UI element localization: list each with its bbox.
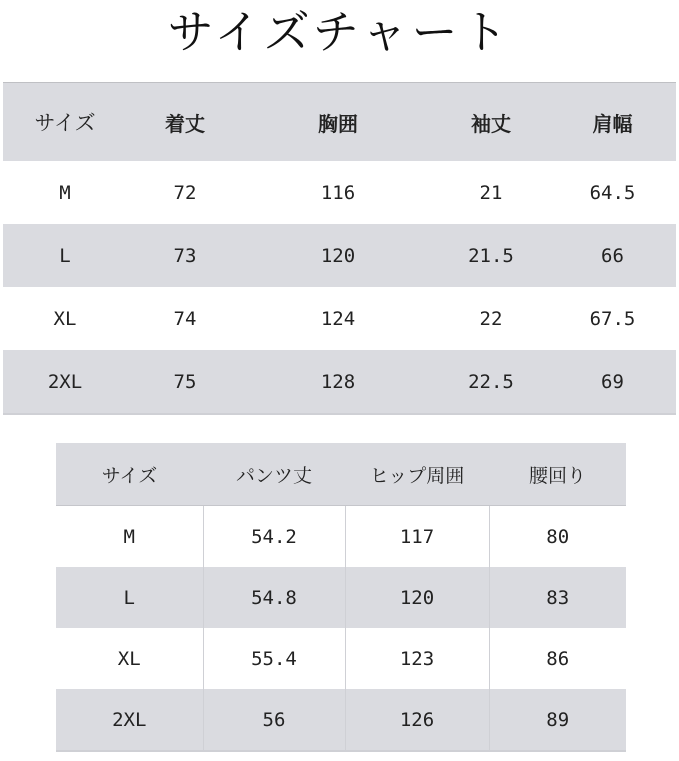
size-cell: M (56, 506, 203, 568)
hip-cell: 126 (345, 689, 489, 751)
header-pants-length: パンツ丈 (203, 443, 345, 506)
waist-cell: 83 (489, 567, 626, 628)
waist-cell: 80 (546, 525, 570, 548)
top-table-header-row (3, 83, 676, 162)
header-hip: ヒップ周囲 (345, 443, 489, 506)
hip-cell: 123 (345, 628, 489, 689)
chest-cell: 116 (320, 181, 356, 204)
pants-length-cell: 54.2 (203, 506, 345, 568)
table-row (56, 628, 626, 689)
header-size: サイズ (3, 83, 127, 162)
header-length: 着丈 (127, 83, 243, 162)
waist-cell: 89 (489, 689, 626, 751)
sleeve-cell: 21.5 (433, 224, 549, 287)
size-cell: M (59, 181, 71, 204)
bottom-size-table (56, 443, 626, 752)
size-cell: L (3, 224, 127, 287)
length-cell: 72 (173, 181, 197, 204)
chest-cell: 124 (320, 307, 356, 330)
chest-cell: 120 (243, 224, 433, 287)
length-cell: 74 (173, 307, 197, 330)
table-row (56, 567, 626, 628)
bottom-table-header-row (56, 443, 626, 506)
size-cell: 2XL (3, 350, 127, 414)
length-cell: 73 (127, 224, 243, 287)
length-cell: 75 (127, 350, 243, 414)
size-cell: XL (56, 628, 203, 689)
hip-cell: 120 (345, 567, 489, 628)
header-waist: 腰回り (489, 443, 626, 506)
header-chest: 胸囲 (243, 83, 433, 162)
page-title: サイズチャート (167, 5, 512, 59)
pants-length-cell: 55.4 (203, 628, 345, 689)
table-row (56, 689, 626, 751)
shoulder-cell: 69 (549, 350, 676, 414)
waist-cell: 86 (546, 647, 570, 670)
top-size-table (3, 82, 676, 415)
sleeve-cell: 21 (479, 181, 503, 204)
size-cell: L (56, 567, 203, 628)
table-row (3, 350, 676, 414)
size-cell: 2XL (56, 689, 203, 751)
chest-cell: 128 (243, 350, 433, 414)
table-row (3, 161, 676, 224)
header-sleeve: 袖丈 (433, 83, 549, 162)
shoulder-cell: 67.5 (589, 307, 636, 330)
pants-length-cell: 56 (203, 689, 345, 751)
table-row (3, 224, 676, 287)
size-cell: XL (53, 307, 77, 330)
header-shoulder: 肩幅 (549, 83, 676, 162)
hip-cell: 117 (345, 506, 489, 568)
sleeve-cell: 22 (479, 307, 503, 330)
table-row (56, 506, 626, 568)
header-size: サイズ (56, 443, 203, 506)
shoulder-cell: 64.5 (589, 181, 636, 204)
sleeve-cell: 22.5 (433, 350, 549, 414)
table-row (3, 287, 676, 350)
pants-length-cell: 54.8 (203, 567, 345, 628)
shoulder-cell: 66 (549, 224, 676, 287)
